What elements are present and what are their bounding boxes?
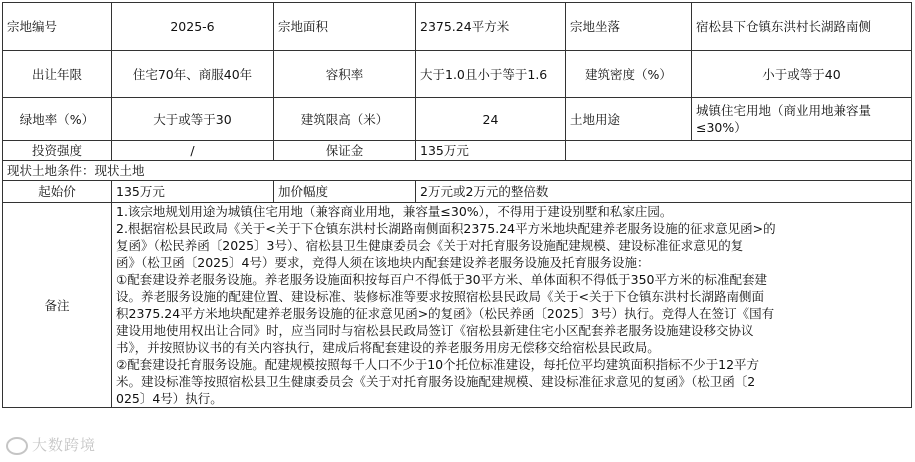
intensity-label: 投资强度 (3, 141, 112, 161)
start-price-value: 135万元 (112, 181, 274, 203)
deposit-label: 保证金 (274, 141, 416, 161)
land-parcel-table (2, 2, 912, 408)
parcel-no-label: 宗地编号 (3, 3, 112, 51)
use-value: 城镇住宅用地（商业用地兼容量≤30%） (692, 98, 912, 141)
area-label: 宗地面积 (274, 3, 416, 51)
deposit-value: 135万元 (416, 141, 566, 161)
remarks-line: 书》，并按照协议书的有关内容执行，建成后将配套建设的养老服务用房无偿移交给宿松县民政局。 (116, 340, 660, 355)
remarks-line: 函》（松卫函〔2025〕4号）要求，竞得人须在该地块内配套建设养老服务设施及托育服务设施： (116, 255, 650, 270)
parcel-no-value: 2025-6 (112, 3, 274, 51)
remarks-line: 米。建设标准等按照宿松县卫生健康委员会《关于对托育服务设施配建规模、建设标准征求意见的复函》（松卫函〔2 (116, 374, 756, 389)
watermark-logo-icon (6, 437, 28, 455)
location-value: 宿松县下仓镇东洪村长湖路南侧 (692, 3, 912, 51)
term-value: 住宅70年、商服40年 (112, 51, 274, 98)
location-label: 宗地坐落 (566, 3, 692, 51)
green-value: 大于或等于30 (112, 98, 274, 141)
start-price-label: 起始价 (3, 181, 112, 203)
row-term (3, 51, 912, 98)
height-label: 建筑限高（米） (274, 98, 416, 141)
land-condition: 现状土地条件：现状土地 (3, 161, 912, 181)
row-condition (3, 161, 912, 181)
watermark-text: 大数跨境 (32, 436, 97, 454)
area-value: 2375.24平方米 (416, 3, 566, 51)
row-parcel (3, 3, 912, 51)
remarks-content (112, 203, 912, 408)
increment-label: 加价幅度 (274, 181, 416, 203)
term-label: 出让年限 (3, 51, 112, 98)
row-price (3, 181, 912, 203)
blank-cell (566, 141, 912, 161)
density-label: 建筑密度（%） (566, 51, 692, 98)
remarks-line: 设。养老服务设施的配建位置、建设标准、装修标准等要求按照宿松县民政局《关于<关于下仓镇东洪村长湖路南侧面 (116, 289, 764, 304)
remarks-line: 025〕4号）执行。 (116, 391, 223, 406)
remarks-line: 积2375.24平方米地块配建养老服务设施的征求意见函>的复函》（松民养函〔2025〕3号）执行。竞得人在签订《国有 (116, 306, 775, 321)
remarks-line: 1.该宗地规划用途为城镇住宅用地（兼容商业用地，兼容量≤30%），不得用于建设别墅和私家庄园。 (116, 204, 673, 219)
remarks-line: 建设用地使用权出让合同》时，应当同时与宿松县民政局签订《宿松县新建住宅小区配套养老服务设施建设移交协议 (116, 323, 754, 338)
watermark (6, 434, 96, 455)
use-label: 土地用途 (566, 98, 692, 141)
row-green (3, 98, 912, 141)
row-intensity (3, 141, 912, 161)
far-value: 大于1.0且小于等于1.6 (416, 51, 566, 98)
density-value: 小于或等于40 (692, 51, 912, 98)
remarks-line: 2.根据宿松县民政局《关于<关于下仓镇东洪村长湖路南侧面积2375.24平方米地块配建养老服务设施的征求意见函>的 (116, 221, 776, 236)
height-value: 24 (416, 98, 566, 141)
green-label: 绿地率（%） (3, 98, 112, 141)
increment-value: 2万元或2万元的整倍数 (416, 181, 912, 203)
intensity-value: / (112, 141, 274, 161)
remarks-line: 复函》（松民养函〔2025〕3号）、宿松县卫生健康委员会《关于对托育服务设施配建规模、建设标准征求意见的复 (116, 238, 744, 253)
remarks-label: 备注 (3, 203, 112, 408)
row-remarks (3, 203, 912, 408)
remarks-line: ①配套建设养老服务设施。养老服务设施面积按每百户不得低于30平方米、单体面积不得低于350平方米的标准配套建 (116, 272, 767, 287)
far-label: 容积率 (274, 51, 416, 98)
remarks-line: ②配套建设托育服务设施。配建规模按照每千人口不少于10个托位标准建设，每托位平均建筑面积指标不少于12平方 (116, 357, 760, 372)
